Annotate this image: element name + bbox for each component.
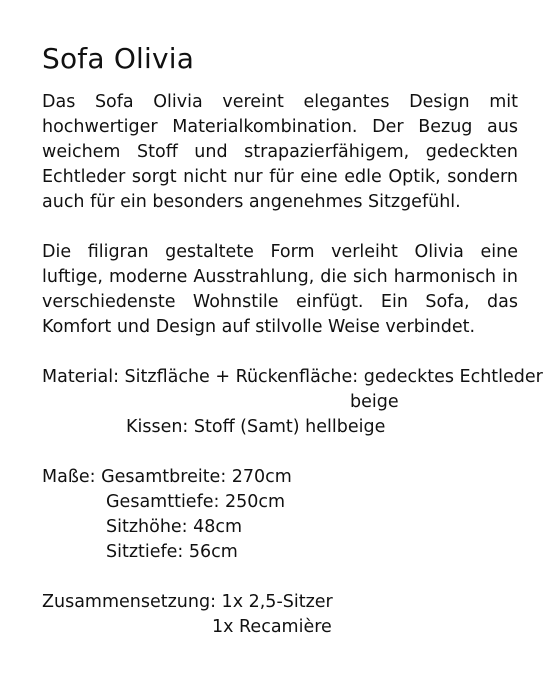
dimensions-line-1: Maße: Gesamtbreite: 270cm (42, 467, 292, 487)
dimensions-section (42, 465, 518, 565)
dimensions-line-2: Gesamttiefe: 250cm (106, 492, 286, 512)
material-line-1-wrap: beige (350, 392, 399, 412)
composition-line-2: 1x Recamière (212, 617, 332, 637)
product-title: Sofa Olivia (42, 42, 195, 75)
material-line-1: Material: Sitzfläche + Rückenfläche: gedecktes Echtleder (42, 367, 543, 387)
composition-line-1: Zusammensetzung: 1x 2,5-Sitzer (42, 592, 333, 612)
material-section (42, 365, 543, 440)
dimensions-line-4: Sitztiefe: 56cm (106, 542, 238, 562)
composition-section (42, 590, 518, 640)
material-line-2: Kissen: Stoff (Samt) hellbeige (126, 417, 386, 437)
dimensions-line-3: Sitzhöhe: 48cm (106, 517, 243, 537)
description-paragraph-1: Das Sofa Olivia vereint elegantes Design mit hochwertiger Materialkombination. Der Bezug aus weichem Stoff und strapazierfähigem, gedeckten Echtleder sorgt nicht nur für eine edle Optik, sondern auch für ein besonders angenehmes Sitzgefühl. (42, 92, 518, 212)
description-paragraph-2: Die filigran gestaltete Form verleiht Olivia eine luftige, moderne Ausstrahlung, die sich harmonisch in verschiedenste Wohnstile einfügt. Ein Sofa, das Komfort und Design auf stilvolle Weise verbindet. (42, 242, 518, 337)
